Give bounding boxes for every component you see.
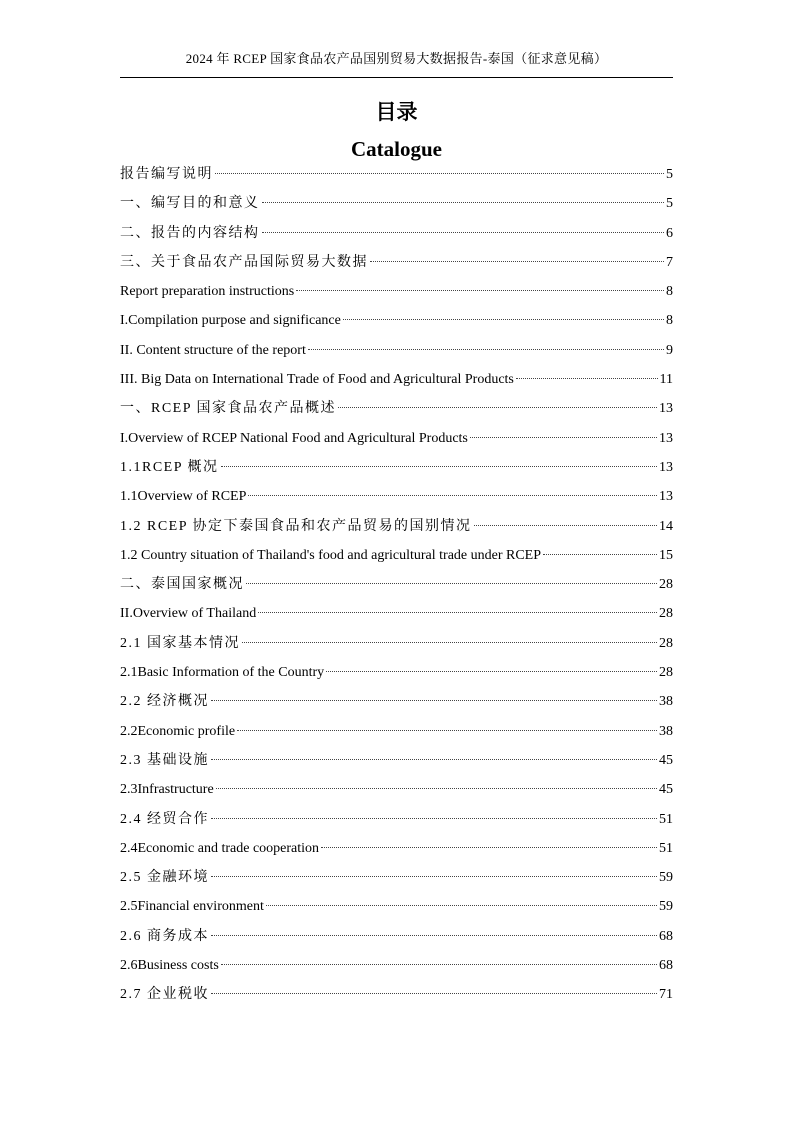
toc-leader-dots (266, 905, 657, 906)
toc-entry[interactable] (120, 248, 673, 277)
toc-entry-label: III. Big Data on International Trade of Food and Agricultural Products (120, 372, 514, 388)
toc-leader-dots (221, 466, 658, 467)
toc-entry-label: 报告编写说明 (120, 167, 213, 182)
toc-entry[interactable] (120, 775, 673, 804)
toc-entry-page: 68 (659, 958, 673, 974)
toc-leader-dots (211, 700, 657, 701)
toc-entry-page: 8 (666, 313, 673, 329)
toc-leader-dots (308, 349, 664, 350)
toc-leader-dots (296, 290, 664, 291)
toc-entry-page: 28 (659, 577, 673, 593)
toc-entry[interactable] (120, 717, 673, 746)
toc-entry[interactable] (120, 892, 673, 921)
table-of-contents (120, 160, 673, 1010)
toc-entry-page: 6 (666, 225, 673, 241)
toc-entry-page: 51 (659, 811, 673, 827)
toc-entry-label: 2.1Basic Information of the Country (120, 665, 325, 681)
toc-entry-page: 45 (659, 782, 673, 798)
toc-entry[interactable] (120, 482, 673, 511)
toc-leader-dots (543, 554, 657, 555)
page-title-cn: 目录 (375, 100, 418, 124)
toc-leader-dots (211, 759, 657, 760)
toc-entry-label: 2.3 基础设施 (120, 752, 209, 768)
toc-entry-page: 13 (659, 430, 673, 446)
toc-leader-dots (211, 818, 657, 819)
toc-entry-label: 1.1RCEP 概况 (120, 459, 219, 475)
header-rule (120, 77, 673, 78)
toc-entry[interactable] (120, 834, 673, 863)
toc-leader-dots (237, 730, 657, 731)
toc-entry[interactable] (120, 336, 673, 365)
toc-entry-page: 14 (659, 518, 673, 534)
toc-entry-page: 38 (659, 723, 673, 739)
toc-leader-dots (343, 319, 664, 320)
toc-leader-dots (258, 612, 657, 613)
toc-entry-label: 2.4 经贸合作 (120, 811, 209, 827)
toc-entry[interactable] (120, 541, 673, 570)
toc-entry-page: 5 (666, 196, 673, 212)
toc-entry-label: 2.6Business costs (120, 958, 219, 974)
toc-entry-page: 59 (659, 899, 673, 915)
toc-entry-page: 9 (666, 342, 673, 358)
toc-entry[interactable] (120, 189, 673, 218)
toc-entry[interactable] (120, 277, 673, 306)
toc-entry-label: I.Compilation purpose and significance (120, 313, 341, 329)
toc-entry-label: 二、泰国国家概况 (120, 577, 244, 593)
toc-entry[interactable] (120, 365, 673, 394)
toc-entry-page: 13 (659, 489, 673, 505)
toc-entry[interactable] (120, 805, 673, 834)
toc-entry-label: 2.2Economic profile (120, 723, 236, 739)
toc-entry[interactable] (120, 512, 673, 541)
toc-leader-dots (326, 671, 657, 672)
toc-entry-label: 2.7 企业税收 (120, 987, 209, 1003)
toc-leader-dots (338, 407, 657, 408)
toc-entry-page: 15 (659, 547, 673, 563)
toc-leader-dots (262, 202, 665, 203)
toc-entry-label: 1.1Overview of RCEP (120, 489, 247, 505)
toc-entry-page: 8 (666, 284, 673, 300)
toc-leader-dots (262, 232, 665, 233)
toc-entry-page: 28 (659, 665, 673, 681)
toc-entry-page: 45 (659, 752, 673, 768)
toc-entry[interactable] (120, 306, 673, 335)
toc-leader-dots (215, 173, 664, 174)
toc-entry-label: 1.2 Country situation of Thailand's food and agricultural trade under RCEP (120, 547, 542, 563)
toc-entry-page: 5 (666, 167, 673, 182)
toc-entry[interactable] (120, 160, 673, 189)
toc-entry-page: 7 (666, 254, 673, 270)
toc-entry[interactable] (120, 599, 673, 628)
toc-entry-label: 2.4Economic and trade cooperation (120, 840, 320, 856)
toc-leader-dots (216, 788, 657, 789)
toc-leader-dots (470, 437, 657, 438)
toc-leader-dots (221, 964, 657, 965)
toc-entry-label: 2.5 金融环境 (120, 870, 209, 886)
toc-entry-page: 28 (659, 635, 673, 651)
toc-leader-dots (370, 261, 664, 262)
toc-entry[interactable] (120, 951, 673, 980)
toc-entry-label: I.Overview of RCEP National Food and Agricultural Products (120, 430, 468, 446)
toc-entry[interactable] (120, 922, 673, 951)
toc-leader-dots (516, 378, 658, 379)
toc-entry-label: 2.3Infrastructure (120, 782, 214, 798)
toc-entry-label: 1.2 RCEP 协定下泰国食品和农产品贸易的国别情况 (120, 518, 472, 534)
toc-leader-dots (248, 495, 657, 496)
toc-entry[interactable] (120, 570, 673, 599)
toc-entry[interactable] (120, 453, 673, 482)
toc-entry-label: 2.1 国家基本情况 (120, 635, 240, 651)
toc-leader-dots (474, 525, 658, 526)
toc-entry-label: 二、报告的内容结构 (120, 225, 260, 241)
toc-entry-label: 一、编写目的和意义 (120, 196, 260, 212)
page-title-en: Catalogue (351, 137, 442, 161)
toc-entry[interactable] (120, 658, 673, 687)
toc-entry-page: 68 (659, 928, 673, 944)
toc-entry-page: 51 (659, 840, 673, 856)
toc-leader-dots (246, 583, 657, 584)
toc-leader-dots (211, 935, 657, 936)
toc-leader-dots (321, 847, 657, 848)
toc-entry[interactable] (120, 219, 673, 248)
toc-leader-dots (211, 876, 657, 877)
running-header: 2024 年 RCEP 国家食品农产品国别贸易大数据报告-泰国（征求意见稿） (185, 51, 608, 66)
toc-entry-label: 三、关于食品农产品国际贸易大数据 (120, 254, 368, 270)
toc-entry-page: 13 (659, 459, 673, 475)
toc-entry-page: 13 (659, 401, 673, 417)
toc-entry[interactable] (120, 629, 673, 658)
toc-entry-label: II.Overview of Thailand (120, 606, 257, 622)
toc-entry-page: 11 (659, 372, 673, 388)
toc-entry-label: Report preparation instructions (120, 284, 295, 300)
toc-entry[interactable] (120, 424, 673, 453)
toc-entry[interactable] (120, 863, 673, 892)
toc-leader-dots (211, 993, 657, 994)
toc-entry[interactable] (120, 687, 673, 716)
toc-entry-page: 28 (659, 606, 673, 622)
toc-leader-dots (242, 642, 657, 643)
toc-entry-page: 59 (659, 870, 673, 886)
toc-entry-page: 38 (659, 694, 673, 710)
toc-entry-label: 一、RCEP 国家食品农产品概述 (120, 401, 336, 417)
toc-entry[interactable] (120, 394, 673, 423)
toc-entry-label: II. Content structure of the report (120, 342, 306, 358)
toc-entry[interactable] (120, 980, 673, 1009)
toc-entry-label: 2.5Financial environment (120, 899, 264, 915)
toc-entry-page: 71 (659, 987, 673, 1003)
toc-entry[interactable] (120, 746, 673, 775)
toc-entry-label: 2.2 经济概况 (120, 694, 209, 710)
toc-entry-label: 2.6 商务成本 (120, 928, 209, 944)
